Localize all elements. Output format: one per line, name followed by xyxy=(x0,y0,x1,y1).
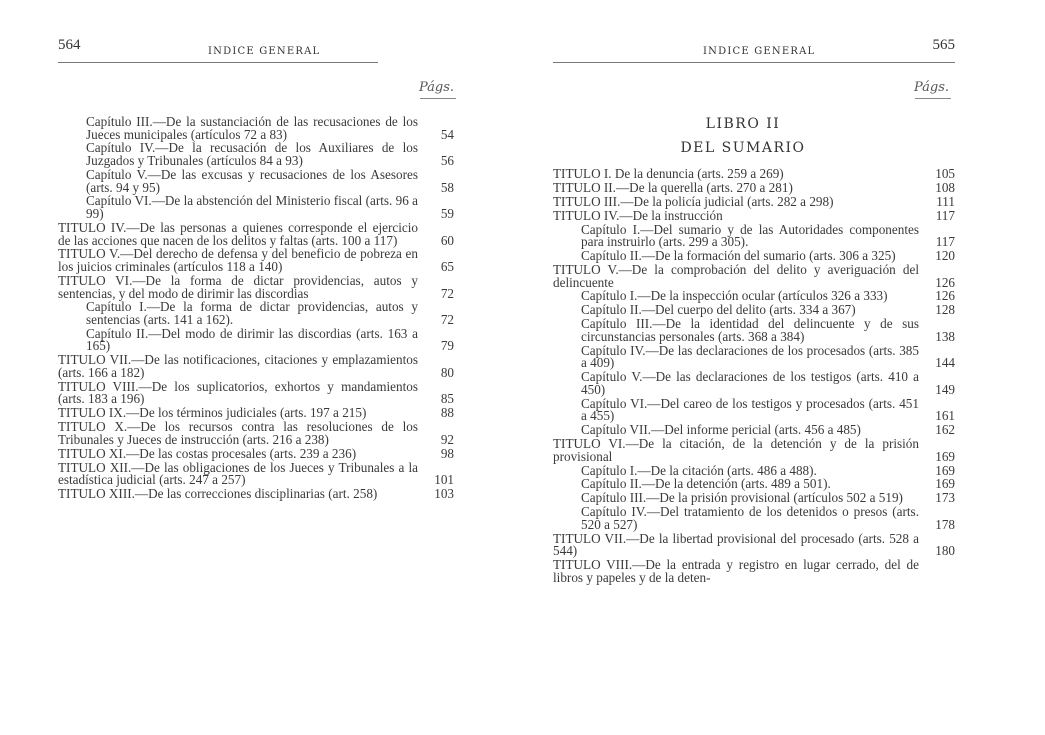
libro-title: LIBRO II xyxy=(705,116,781,132)
toc-entry-page: 144 xyxy=(935,355,955,371)
libro-subtitle: DEL SUMARIO xyxy=(680,140,806,156)
toc-entry xyxy=(553,221,955,250)
right-pags-label: Págs. xyxy=(913,80,949,95)
toc-entry xyxy=(553,304,955,317)
right-running-head xyxy=(553,37,955,58)
right-running-title: INDICE GENERAL xyxy=(703,46,816,57)
toc-entry xyxy=(553,342,955,371)
left-page-number: 564 xyxy=(58,37,81,53)
toc-entry-text: Capítulo VI.—Del careo de los testigos y procesados (arts. 451 a 455) xyxy=(581,395,919,424)
toc-entry xyxy=(58,421,454,446)
toc-entry-text: Capítulo V.—De las excusas y recusaciones de los Asesores (arts. 94 y 95) xyxy=(86,166,418,195)
toc-entry-text: Capítulo VII.—Del informe pericial (arts. 456 a 485) xyxy=(581,422,861,438)
toc-entry xyxy=(553,371,955,396)
toc-entry-page: 101 xyxy=(434,472,454,488)
toc-entry-text: TITULO X.—De los recursos contra las resoluciones de los Tribunales y Jueces de instrucción (arts. 216 a 238) xyxy=(58,419,418,447)
toc-entry-page: 117 xyxy=(935,207,955,223)
toc-entry-text: Capítulo III.—De la sustanciación de las recusaciones de los Jueces municipales (artículos 72 a 83) xyxy=(86,114,418,142)
toc-entry-page: 80 xyxy=(440,364,454,380)
toc-entry-text: TITULO V.—Del derecho de defensa y del beneficio de pobreza en los juicios criminales (artículos 118 a 140) xyxy=(58,246,418,275)
toc-entry-text: TITULO VII.—De las notificaciones, citaciones y emplazamientos (arts. 166 a 182) xyxy=(58,352,418,380)
toc-entry xyxy=(553,193,955,209)
toc-entry-page: 161 xyxy=(935,408,955,424)
toc-entry xyxy=(58,219,454,248)
toc-entry-text: TITULO VI.—De la forma de dictar providencias, autos y sentencias, y del modo de dirimir las discordias xyxy=(58,272,418,301)
toc-entry-text: Capítulo II.—Del modo de dirimir las discordias (arts. 163 a 165) xyxy=(86,325,418,354)
toc-entry xyxy=(58,407,454,420)
toc-entry-page: 169 xyxy=(935,476,955,492)
toc-entry-text: TITULO IX.—De los términos judiciales (arts. 197 a 215) xyxy=(58,405,367,421)
toc-entry-text: TITULO XIII.—De las correcciones disciplinarias (art. 258) xyxy=(58,486,378,502)
toc-entry-page: 126 xyxy=(935,274,955,290)
toc-entry-text: TITULO VI.—De la citación, de la detención y de la prisión provisional xyxy=(553,436,919,464)
toc-entry xyxy=(58,301,454,326)
toc-entry xyxy=(553,424,955,437)
toc-entry-page: 117 xyxy=(935,234,955,250)
toc-entry xyxy=(58,142,454,167)
toc-entry xyxy=(58,378,454,407)
toc-entry-text: Capítulo V.—De las declaraciones de los testigos (arts. 410 a 450) xyxy=(581,369,919,397)
toc-entry xyxy=(553,168,955,181)
toc-entry xyxy=(553,207,955,223)
toc-entry-page: 111 xyxy=(936,193,955,209)
toc-entry xyxy=(58,354,454,379)
toc-entry xyxy=(58,459,454,488)
toc-entry xyxy=(553,261,955,290)
toc-entry-page: 108 xyxy=(935,179,955,195)
toc-entry xyxy=(58,272,454,301)
toc-entry-text: TITULO I. De la denuncia (arts. 259 a 269) xyxy=(553,166,784,181)
toc-entry-text: TITULO IV.—De la instrucción xyxy=(553,207,723,223)
toc-entry-page: 138 xyxy=(935,328,955,344)
libro-heading xyxy=(553,116,933,164)
toc-entry-text: TITULO V.—De la comprobación del delito y averiguación del delincuente xyxy=(553,261,919,290)
toc-entry-page: 149 xyxy=(935,381,955,397)
toc-entry xyxy=(58,116,454,141)
toc-entry-text: Capítulo III.—De la identidad del delincuente y de sus circunstancias personales (arts. 368 a 384) xyxy=(581,316,919,344)
toc-entry-page: 126 xyxy=(935,288,955,304)
toc-entry-text: TITULO VII.—De la libertad provisional del procesado (arts. 528 a 544) xyxy=(553,530,919,559)
toc-entry-text: Capítulo I.—De la citación (arts. 486 a 488). xyxy=(581,462,817,478)
toc-entry-text: Capítulo I.—De la inspección ocular (artículos 326 a 333) xyxy=(581,288,888,304)
toc-entry-page: 85 xyxy=(440,391,454,407)
toc-entry xyxy=(58,248,454,273)
left-toc xyxy=(58,116,454,502)
left-running-head xyxy=(58,37,426,58)
right-header-rule xyxy=(553,62,955,63)
toc-entry-page: 60 xyxy=(440,232,454,248)
toc-entry-page: 98 xyxy=(440,445,454,461)
toc-entry xyxy=(553,492,955,505)
left-pags-rule xyxy=(420,98,456,99)
toc-entry xyxy=(553,559,955,584)
toc-entry-page: 105 xyxy=(935,166,955,181)
toc-entry-page: 58 xyxy=(440,179,454,195)
right-pags-rule xyxy=(915,98,951,99)
toc-entry-page: 128 xyxy=(935,302,955,318)
toc-entry-page: 65 xyxy=(440,259,454,275)
toc-entry-text: Capítulo I.—Del sumario y de las Autoridades componentes para instruirlo (arts. 299 a 305). xyxy=(581,221,919,250)
toc-entry-text: Capítulo III.—De la prisión provisional (artículos 502 a 519) xyxy=(581,490,903,506)
toc-entry-text: Capítulo I.—De la forma de dictar providencias, autos y sentencias (arts. 141 a 162). xyxy=(86,299,418,327)
toc-entry-text: TITULO IV.—De las personas a quienes corresponde el ejercicio de las acciones que nacen de los delitos y faltas (arts. 100 a 117) xyxy=(58,219,418,248)
toc-entry-text: TITULO XI.—De las costas procesales (arts. 239 a 236) xyxy=(58,445,357,461)
toc-entry-page: 59 xyxy=(440,206,454,222)
toc-entry xyxy=(58,325,454,354)
toc-entry xyxy=(553,290,955,303)
toc-entry-text: Capítulo IV.—De las declaraciones de los procesados (arts. 385 a 409) xyxy=(581,342,919,371)
toc-entry xyxy=(58,488,454,501)
toc-entry xyxy=(553,530,955,559)
toc-entry xyxy=(553,478,955,491)
toc-entry-page: 54 xyxy=(440,126,454,142)
toc-entry-text: TITULO XII.—De las obligaciones de los Jueces y Tribunales a la estadística judicial (arts. 247 a 257) xyxy=(58,459,418,488)
toc-entry-page: 79 xyxy=(440,338,454,354)
toc-entry-text: TITULO III.—De la policía judicial (arts. 282 a 298) xyxy=(553,193,834,209)
toc-entry xyxy=(553,438,955,463)
toc-entry-text: Capítulo II.—Del cuerpo del delito (arts. 334 a 367) xyxy=(581,302,856,318)
left-header-rule xyxy=(58,62,378,63)
toc-entry-page: 178 xyxy=(935,516,955,532)
toc-entry-text: TITULO VIII.—De la entrada y registro en lugar cerrado, del de libros y papeles y de la deten- xyxy=(553,557,919,585)
toc-entry xyxy=(58,166,454,195)
toc-entry-page: 72 xyxy=(440,311,454,327)
toc-entry-text: Capítulo IV.—De la recusación de los Auxiliares de los Juzgados y Tribunales (artículos 84 a 93) xyxy=(86,140,418,169)
toc-entry-text: Capítulo VI.—De la abstención del Ministerio fiscal (arts. 96 a 99) xyxy=(86,193,418,222)
toc-entry-text: Capítulo II.—De la formación del sumario (arts. 306 a 325) xyxy=(581,248,896,264)
toc-entry-page: 173 xyxy=(935,490,955,506)
toc-entry-text: TITULO VIII.—De los suplicatorios, exhortos y mandamientos (arts. 183 a 196) xyxy=(58,378,418,407)
toc-entry-page: 88 xyxy=(440,405,454,421)
toc-entry xyxy=(553,250,955,263)
toc-entry-text: Capítulo II.—De la detención (arts. 489 a 501). xyxy=(581,476,831,492)
toc-entry xyxy=(58,445,454,461)
toc-entry-page: 72 xyxy=(440,285,454,301)
toc-entry xyxy=(553,179,955,195)
toc-entry xyxy=(553,462,955,478)
toc-entry-page: 120 xyxy=(935,248,955,264)
toc-entry-page: 56 xyxy=(440,153,454,169)
toc-entry-page: 180 xyxy=(935,543,955,559)
toc-entry-page: 103 xyxy=(434,486,454,502)
right-page-number: 565 xyxy=(932,37,955,53)
toc-entry-text: TITULO II.—De la querella (arts. 270 a 281) xyxy=(553,179,793,195)
toc-entry-page: 169 xyxy=(935,462,955,478)
toc-entry xyxy=(58,195,454,220)
left-pags-label: Págs. xyxy=(418,80,454,95)
toc-entry xyxy=(553,395,955,424)
right-toc xyxy=(553,168,955,586)
toc-entry-page: 92 xyxy=(440,431,454,447)
toc-entry-text: Capítulo IV.—Del tratamiento de los detenidos o presos (arts. 520 a 527) xyxy=(581,504,919,532)
toc-entry xyxy=(553,506,955,531)
left-running-title: INDICE GENERAL xyxy=(208,46,321,57)
toc-entry-page: 162 xyxy=(935,422,955,438)
toc-entry xyxy=(553,318,955,343)
toc-entry-page: 169 xyxy=(935,448,955,464)
